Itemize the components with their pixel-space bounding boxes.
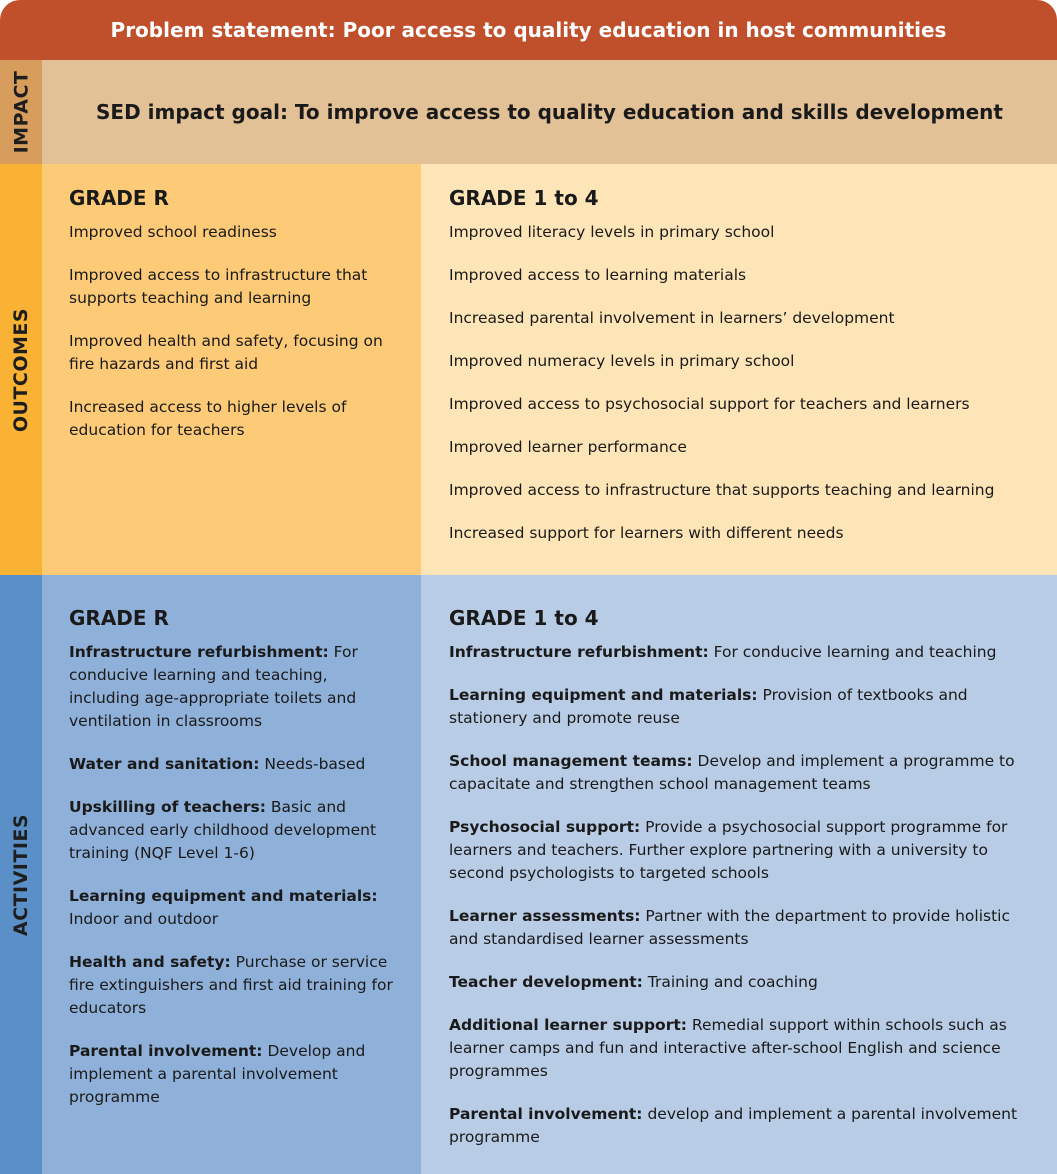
outcome-item: Improved literacy levels in primary school [449, 223, 775, 241]
outcome-item: Improved health and safety, focusing on fire hazards and first aid [69, 332, 383, 373]
activity-text: Training and coaching [642, 973, 818, 991]
activity-item [69, 641, 401, 733]
activity-title: Learner assessments: [449, 907, 641, 925]
activity-title: School management teams: [449, 752, 693, 770]
outcome-item: Increased access to higher levels of education for teachers [69, 398, 347, 439]
outcome-item: Improved school readiness [69, 223, 277, 241]
activity-item [69, 951, 401, 1020]
outcome-item: Improved access to infrastructure that supports teaching and learning [449, 481, 995, 499]
activity-text: Needs-based [259, 755, 366, 773]
outcomes-grade-r-panel [42, 164, 421, 575]
activities-label-text: ACTIVITIES [10, 813, 32, 936]
activity-title: Parental involvement: [449, 1105, 643, 1123]
activity-item [449, 750, 1037, 796]
activity-title: Water and sanitation: [69, 755, 260, 773]
activities-grade-1-4-list [449, 641, 1037, 1149]
activity-item [449, 1103, 1037, 1149]
activity-item [69, 796, 401, 865]
outcomes-grade-1-4-list [449, 221, 1037, 545]
outcomes-grade-1-4-panel [421, 164, 1057, 575]
outcomes-label-text: OUTCOMES [10, 307, 32, 432]
outcome-item: Increased parental involvement in learners’ development [449, 309, 895, 327]
outcome-item: Increased support for learners with different needs [449, 524, 844, 542]
activity-title: Health and safety: [69, 953, 231, 971]
activities-grade-r-panel [42, 575, 421, 1174]
outcomes-side-label [0, 164, 42, 575]
activity-text: Develop and implement a parental involvement programme [69, 1042, 366, 1106]
activity-item [449, 816, 1037, 885]
activity-title: Infrastructure refurbishment: [69, 643, 329, 661]
problem-statement: Problem statement: Poor access to quality education in host communities [0, 0, 1057, 60]
outcome-item: Improved access to learning materials [449, 266, 747, 284]
activity-item [69, 1040, 401, 1109]
activity-item [449, 641, 1037, 664]
activity-text: Basic and advanced early childhood development training (NQF Level 1-6) [69, 798, 377, 862]
outcome-item: Improved learner performance [449, 438, 687, 456]
activities-grade-1-4-heading: GRADE 1 to 4 [449, 606, 599, 630]
activity-text: Partner with the department to provide holistic and standardised learner assessments [449, 907, 1011, 948]
activity-item [449, 905, 1037, 951]
impact-label-text: IMPACT [10, 70, 32, 154]
impact-goal: SED impact goal: To improve access to quality education and skills development [42, 60, 1057, 164]
activity-title: Psychosocial support: [449, 818, 641, 836]
activity-text: Provision of textbooks and stationery and promote reuse [449, 686, 968, 727]
outcomes-grade-r-heading: GRADE R [69, 186, 169, 210]
outcomes-grade-r-list [69, 221, 401, 442]
activity-text: Indoor and outdoor [69, 910, 219, 928]
activity-text: develop and implement a parental involvement programme [449, 1105, 1018, 1146]
activity-item [69, 753, 401, 776]
activity-text: Develop and implement a programme to capacitate and strengthen school management teams [449, 752, 1015, 793]
activity-item [449, 971, 1037, 994]
activity-title: Infrastructure refurbishment: [449, 643, 709, 661]
activity-text: Remedial support within schools such as learner camps and fun and interactive after-school English and science programmes [449, 1016, 1007, 1080]
activity-title: Teacher development: [449, 973, 643, 991]
activities-grade-1-4-panel [421, 575, 1057, 1174]
activity-item [69, 885, 401, 931]
activity-title: Learning equipment and materials: [69, 887, 378, 905]
activity-text: Purchase or service fire extinguishers and first aid training for educators [69, 953, 393, 1017]
outcomes-grade-1-4-heading: GRADE 1 to 4 [449, 186, 599, 210]
activity-text: For conducive learning and teaching [708, 643, 997, 661]
activity-text: Provide a psychosocial support programme for learners and teachers. Further explore partnering with a university to second psychologists to targeted schools [449, 818, 1008, 882]
activity-title: Additional learner support: [449, 1016, 687, 1034]
activity-item [449, 684, 1037, 730]
activity-title: Upskilling of teachers: [69, 798, 266, 816]
impact-side-label [0, 60, 42, 164]
activity-title: Learning equipment and materials: [449, 686, 758, 704]
activities-grade-r-heading: GRADE R [69, 606, 169, 630]
outcome-item: Improved access to infrastructure that supports teaching and learning [69, 266, 368, 307]
outcome-item: Improved numeracy levels in primary school [449, 352, 795, 370]
outcome-item: Improved access to psychosocial support for teachers and learners [449, 395, 970, 413]
activities-grade-r-list [69, 641, 401, 1109]
activity-title: Parental involvement: [69, 1042, 263, 1060]
activities-side-label [0, 575, 42, 1174]
activity-item [449, 1014, 1037, 1083]
activity-text: For conducive learning and teaching, including age-appropriate toilets and ventilation in classrooms [69, 643, 358, 730]
